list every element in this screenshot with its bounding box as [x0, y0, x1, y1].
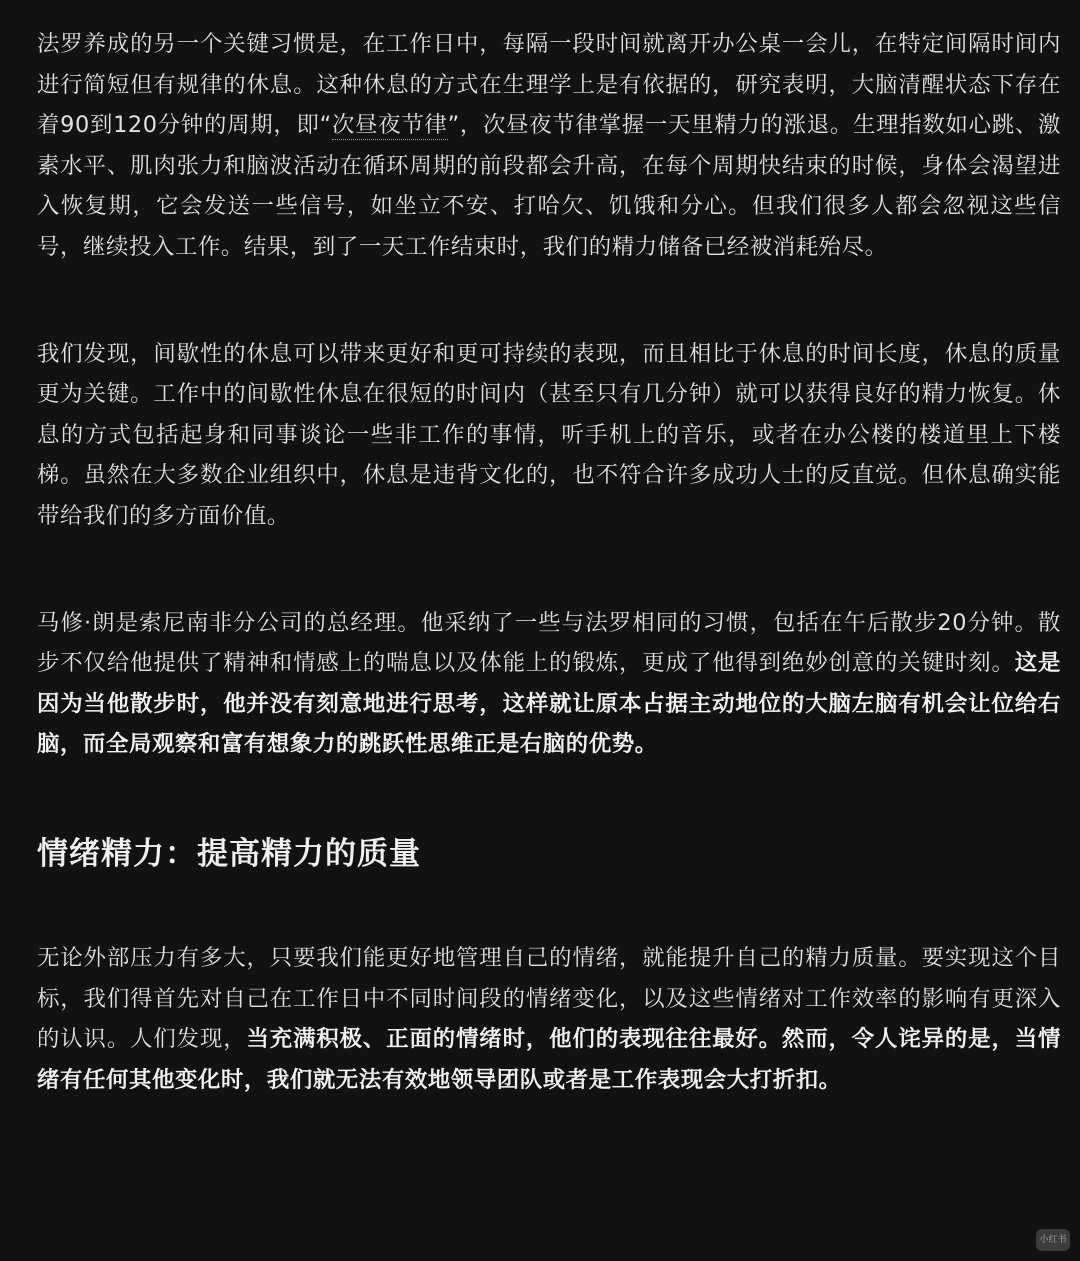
section-spacer [37, 876, 1061, 938]
paragraph-intermittent-rest: 我们发现，间歇性的休息可以带来更好和更可持续的表现，而且相比于休息的时间长度，休息的质量更为关键。工作中的间歇性休息在很短的时间内（甚至只有几分钟）就可以获得良好的精力恢复。休息的方式包括起身和同事谈论一些非工作的事情，听手机上的音乐，或者在办公楼的楼道里上下楼梯。虽然在大多数企业组织中，休息是违背文化的，也不符合许多成功人士的反直觉。但休息确实能带给我们的多方面价值。 [37, 340, 1061, 529]
paragraph-matthew-lang [37, 603, 1061, 765]
article-body [37, 24, 1061, 1100]
paragraph-text: 无论外部压力有多大，只要我们能更好地管理自己的情绪，就能提升自己的精力质量。要实现这个目标，我们得首先对自己在工作日中不同时间段的情绪变化，以及这些情绪对工作效率的影响有更深入的认识。人们发现， [37, 944, 1061, 1053]
paragraph-rest-habit [37, 24, 1061, 268]
paragraph-spacer [37, 268, 1061, 334]
paragraph-spacer [37, 537, 1061, 603]
paragraph-emotional-energy [37, 938, 1061, 1100]
bold-highlight-text: 这是因为当他散步时，他并没有刻意地进行思考，这样就让原本占据主动地位的大脑左脑有机会让位给右脑，而全局观察和富有想象力的跳跃性思维正是右脑的优势。 [37, 650, 1062, 758]
bold-highlight-text: 当充满积极、正面的情绪时，他们的表现往往最好。然而，令人诧异的是，当情绪有任何其他变化时，我们就无法有效地领导团队或者是工作表现会大打折扣。 [37, 1026, 1061, 1093]
paragraph-text: 马修·朗是索尼南非分公司的总经理。他采纳了一些与法罗相同的习惯，包括在午后散步20分钟。散步不仅给他提供了精神和情感上的喘息以及体能上的锻炼，更成了他得到绝妙创意的关键时刻。 [37, 609, 1061, 677]
section-spacer [37, 765, 1061, 832]
watermark-logo: 小红书 [1036, 1229, 1070, 1251]
section-heading: 情绪精力：提高精力的质量 [37, 835, 421, 872]
glossary-term-link[interactable]: 次昼夜节律 [331, 112, 448, 139]
paragraph-text: ”，次昼夜节律掌握一天里精力的涨退。生理指数如心跳、激素水平、肌肉张力和脑波活动在循环周期的前段都会升高，在每个周期快结束的时候，身体会渴望进入恢复期，它会发送一些信号，如坐立不安、打哈欠、饥饿和分心。但我们很多人都会忽视这些信号，继续投入工作。结果，到了一天工作结束时，我们的精力储备已经被消耗殆尽。 [37, 112, 1062, 260]
paragraph-text: 法罗养成的另一个关键习惯是，在工作日中，每隔一段时间就离开办公桌一会儿，在特定间隔时间内进行简短但有规律的休息。这种休息的方式在生理学上是有依据的，研究表明，大脑清醒状态下存在着90到120分钟的周期，即“ [37, 31, 1061, 139]
